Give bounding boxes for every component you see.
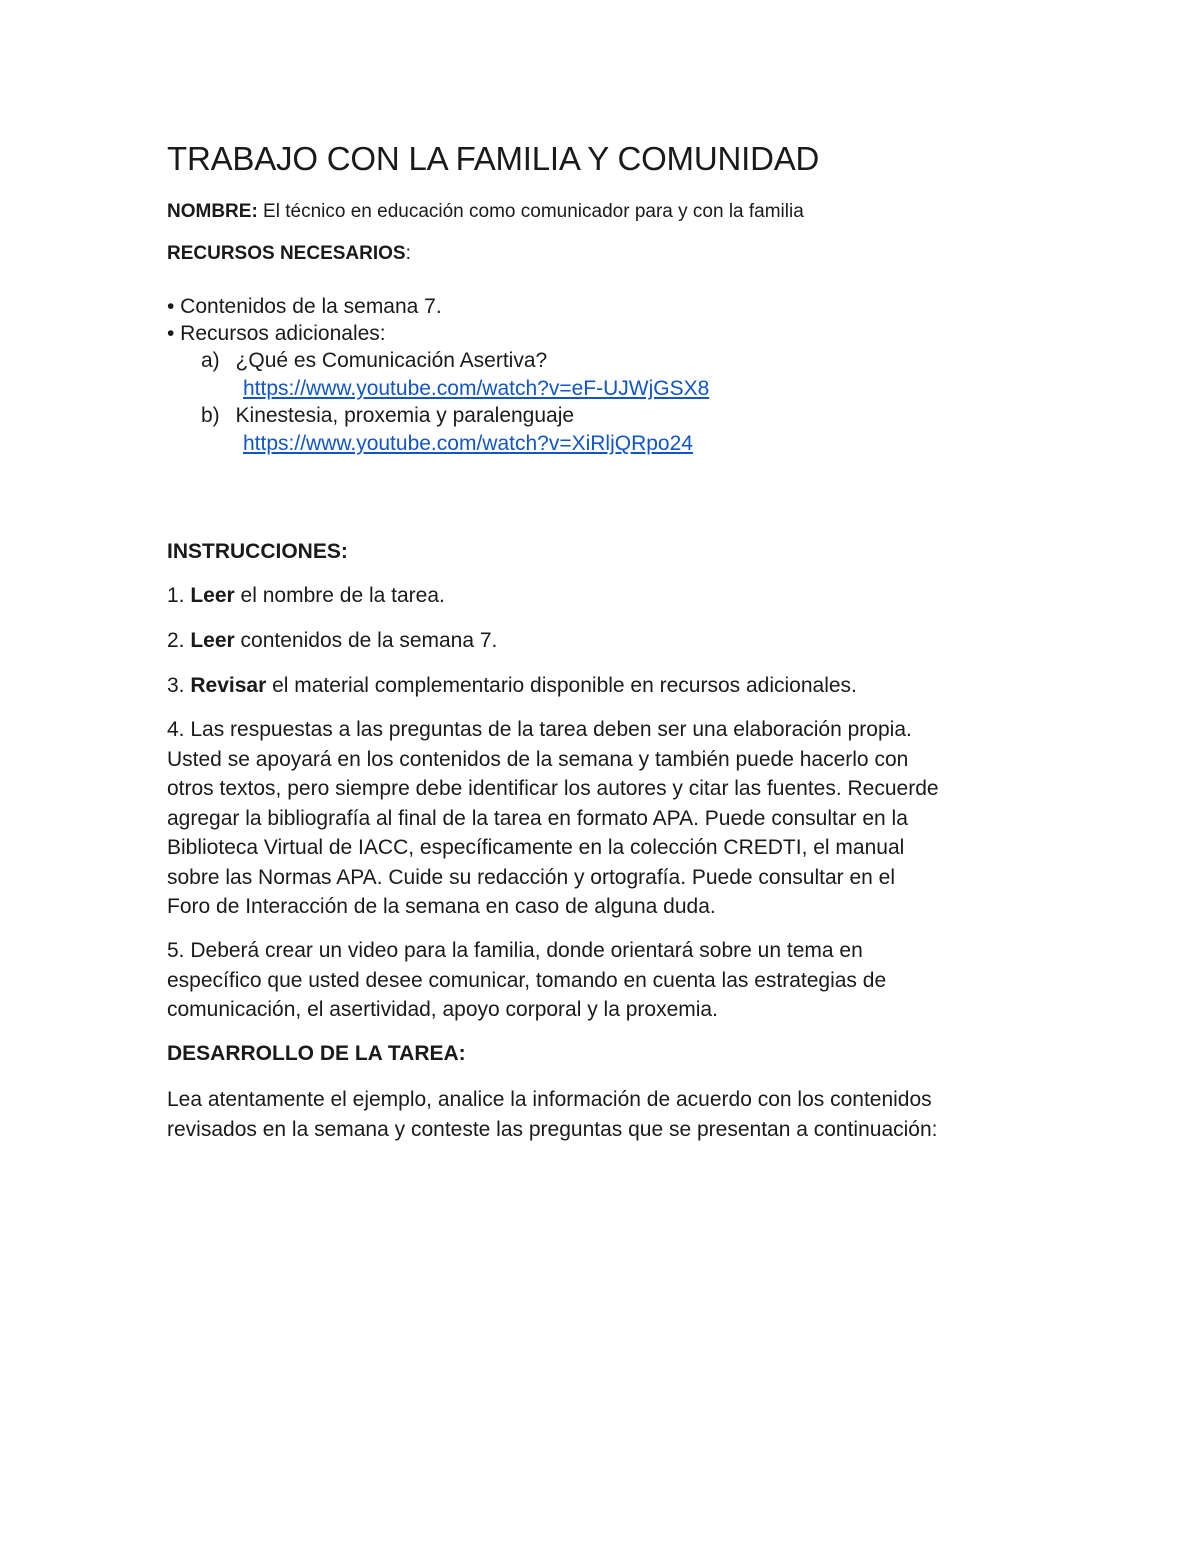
recurso-item-text: Kinestesia, proxemia y paralenguaje — [235, 404, 575, 427]
paragraph-line: 4. Las respuestas a las preguntas de la tarea deben ser una elaboración propia. — [167, 718, 912, 741]
paragraph-line: Foro de Interacción de la semana en caso de alguna duda. — [167, 895, 716, 918]
paragraph-line: agregar la bibliografía al final de la tarea en formato APA. Puede consultar en la — [167, 806, 908, 830]
paragraph-line: revisados en la semana y conteste las preguntas que se presentan a continuación: — [167, 1117, 938, 1141]
recurso-link-comunicacion-asertiva[interactable]: https://www.youtube.com/watch?v=eF-UJWjGSX8 — [243, 377, 710, 400]
recursos-colon: : — [405, 243, 411, 264]
recursos-bullet-adicionales: • Recursos adicionales: — [167, 322, 386, 345]
recurso-item-marker: b) — [201, 404, 220, 427]
step-text: contenidos de la semana 7. — [234, 629, 498, 652]
step-verb: Revisar — [190, 674, 267, 697]
step-verb: Leer — [190, 584, 235, 607]
step-number: 3. — [167, 674, 191, 697]
recursos-bullet-contenidos: • Contenidos de la semana 7. — [167, 295, 442, 318]
instruccion-step-1 — [167, 584, 445, 608]
step-text: el material complementario disponible en recursos adicionales. — [266, 674, 857, 697]
step-number: 2. — [167, 629, 191, 652]
nombre-line — [167, 201, 804, 223]
desarrollo-paragraph — [167, 1085, 1047, 1144]
recursos-label: RECURSOS NECESARIOS — [167, 243, 406, 264]
step-verb: Leer — [190, 629, 235, 652]
paragraph-line: Usted se apoyará en los contenidos de la semana y también puede hacerlo con — [167, 747, 909, 771]
paragraph-line: específico que usted desee comunicar, tomando en cuenta las estrategias de — [167, 968, 887, 992]
instruccion-step-5 — [167, 936, 1047, 1025]
recurso-item-b — [201, 404, 574, 428]
instruccion-step-3 — [167, 674, 857, 698]
paragraph-line: 5. Deberá crear un video para la familia, donde orientará sobre un tema en — [167, 939, 863, 962]
recurso-item-marker: a) — [201, 349, 220, 372]
desarrollo-heading: DESARROLLO DE LA TAREA: — [167, 1042, 466, 1065]
nombre-value: El técnico en educación como comunicador para y con la familia — [257, 201, 804, 222]
document-title: TRABAJO CON LA FAMILIA Y COMUNIDAD — [167, 140, 820, 177]
instruccion-step-4 — [167, 715, 1047, 922]
paragraph-line: Biblioteca Virtual de IACC, específicamente en la colección CREDTI, el manual — [167, 836, 905, 859]
nombre-label: NOMBRE: — [167, 201, 258, 222]
paragraph-line: Lea atentamente el ejemplo, analice la información de acuerdo con los contenidos — [167, 1088, 932, 1111]
step-text: el nombre de la tarea. — [234, 584, 445, 607]
paragraph-line: sobre las Normas APA. Cuide su redacción y ortografía. Puede consultar en el — [167, 865, 895, 889]
instrucciones-heading: INSTRUCCIONES: — [167, 540, 348, 563]
recurso-link-kinestesia[interactable]: https://www.youtube.com/watch?v=XiRljQRpo24 — [243, 432, 693, 455]
recurso-item-a — [201, 349, 547, 373]
instruccion-step-2 — [167, 629, 497, 653]
recurso-item-text: ¿Qué es Comunicación Asertiva? — [235, 349, 548, 372]
paragraph-line: otros textos, pero siempre debe identificar los autores y citar las fuentes. Recuerde — [167, 777, 939, 800]
recursos-heading — [167, 243, 411, 265]
paragraph-line: comunicación, el asertividad, apoyo corporal y la proxemia. — [167, 998, 718, 1021]
step-number: 1. — [167, 584, 191, 607]
